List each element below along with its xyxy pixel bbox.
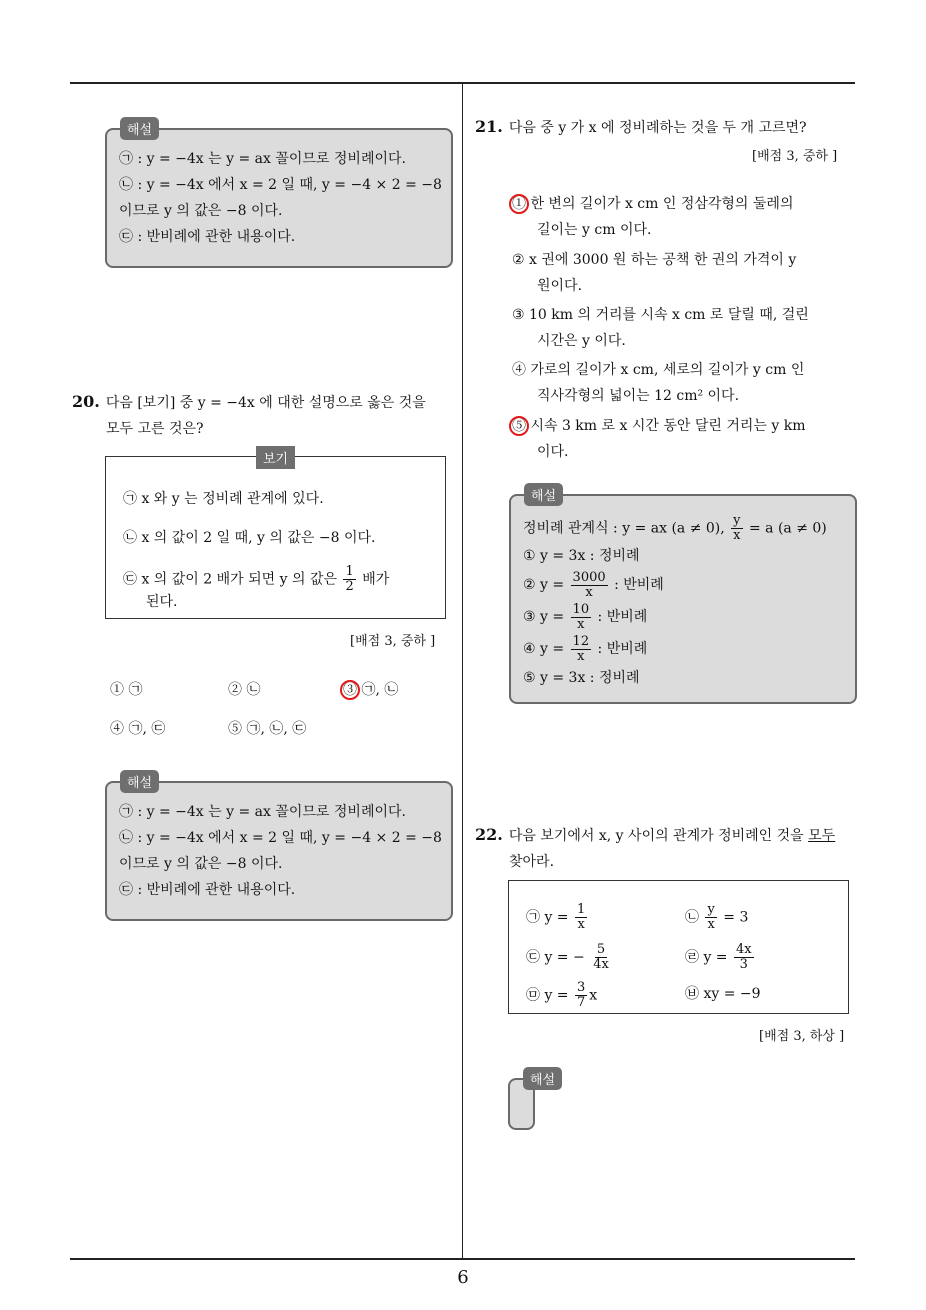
explanation-text: = a (a ≠ 0) (748, 520, 827, 537)
explanation-text: ④ y = (523, 641, 565, 657)
fraction (575, 981, 587, 1010)
page-number: 6 (457, 1267, 469, 1288)
question-number: 22. (475, 825, 503, 844)
fraction-numerator: 4x (736, 942, 752, 957)
option-text: ⑤ 시속 3 km 로 x 시간 동안 달린 거리는 y km (512, 418, 806, 434)
fraction-denominator: 7 (577, 995, 586, 1010)
fraction-numerator: 5 (596, 942, 606, 957)
fraction (571, 635, 592, 664)
fraction-numerator: 1 (577, 902, 586, 917)
fraction-denominator: 3 (739, 957, 748, 972)
top-explanation-line: 이므로 y 의 값은 −8 이다. (119, 203, 283, 219)
fraction-denominator: x (577, 917, 585, 932)
fraction (731, 514, 742, 543)
bogi-item: ㉥ xy = −9 (685, 986, 761, 1002)
bogi-item: ㉠ x 와 y 는 정비례 관계에 있다. (123, 491, 324, 507)
question-text-cont: 모두 고른 것은? (106, 421, 204, 437)
option-text: ③ 10 km 의 거리를 시속 x cm 로 달릴 때, 걸린 (512, 307, 809, 323)
bogi-item-text: 배가 (362, 571, 390, 588)
explanation-label: 해설 (523, 1067, 562, 1090)
bogi-item-text: ㉣ y = (685, 949, 728, 966)
question-20 (72, 389, 462, 442)
option-text-cont: 이다. (537, 444, 569, 460)
answer-option-1[interactable] (512, 191, 793, 243)
explanation-box (105, 781, 453, 921)
fraction-numerator: 3 (577, 980, 586, 995)
answer-mark-circle (340, 680, 360, 700)
fraction-numerator: 12 (572, 633, 590, 649)
bogi-item (685, 943, 756, 972)
fraction-denominator: x (577, 648, 585, 664)
option-text-cont: 시간은 y 이다. (537, 333, 626, 349)
explanation-line: 이므로 y 의 값은 −8 이다. (119, 856, 283, 872)
bogi-item (526, 943, 613, 972)
fraction-denominator: 2 (345, 579, 354, 594)
explanation-label: 해설 (120, 117, 159, 140)
fraction (343, 565, 355, 594)
bogi-box (105, 456, 446, 619)
option-text-cont: 길이는 y cm 이다. (537, 222, 652, 238)
fraction-numerator: 1 (345, 564, 354, 579)
explanation-text: : 반비례 (597, 641, 648, 657)
bogi-box (508, 880, 849, 1014)
bogi-item-text: ㉤ y = (526, 987, 569, 1004)
option-text-cont: 직사각형의 넓이는 12 cm² 이다. (537, 388, 740, 404)
fraction (571, 571, 608, 600)
explanation-label: 해설 (524, 483, 563, 506)
explanation-line: ⑤ y = 3x : 정비례 (523, 670, 640, 686)
fraction-denominator: x (585, 584, 593, 600)
score-label: [배점 3, 중하 ] (752, 149, 838, 164)
fraction (571, 603, 592, 632)
option-text-cont: 원이다. (537, 278, 583, 294)
explanation-line: ㉢ : 반비례에 관한 내용이다. (119, 882, 296, 898)
explanation-line: ㉡ : y = −4x 에서 x = 2 일 때, y = −4 × 2 = −8 (119, 830, 442, 846)
option-text: ① 한 변의 길이가 x cm 인 정삼각형의 둘레의 (512, 196, 794, 212)
answer-option-4[interactable]: ④ ㉠, ㉢ (110, 721, 166, 737)
explanation-text: ② y = (523, 577, 565, 593)
answer-mark-circle (509, 416, 529, 436)
question-text-underlined: 모두 (808, 828, 836, 844)
answer-option-5[interactable] (512, 413, 805, 465)
fraction-numerator: 10 (572, 601, 590, 617)
explanation-line (523, 601, 827, 633)
bogi-item-text: ㉡ (685, 909, 699, 926)
bogi-item-text: ㉢ y = − (526, 949, 585, 966)
explanation-line: ㉠ : y = −4x 는 y = ax 꼴이므로 정비례이다. (119, 804, 406, 820)
answer-option-3[interactable]: ③ ㉠, ㉡ (343, 682, 399, 698)
answer-option-1[interactable]: ① ㉠ (110, 682, 143, 698)
explanation-box (509, 494, 857, 704)
question-22 (475, 822, 865, 875)
answer-option-5[interactable]: ⑤ ㉠, ㉡, ㉢ (228, 721, 307, 737)
question-21 (475, 114, 807, 141)
explanation-text: ③ y = (523, 609, 565, 625)
explanation-line (523, 569, 827, 601)
bogi-item-text: ㉠ y = (526, 909, 569, 926)
fraction-denominator: x (707, 917, 715, 932)
top-explanation-line: ㉠ : y = −4x 는 y = ax 꼴이므로 정비례이다. (119, 151, 406, 167)
answer-option-4[interactable] (512, 357, 804, 409)
column-divider (462, 84, 463, 1259)
question-text: 다음 보기에서 x, y 사이의 관계가 정비례인 것을 (508, 828, 809, 844)
bogi-label: 보기 (256, 446, 295, 469)
top-explanation-line: ㉡ : y = −4x 에서 x = 2 일 때, y = −4 × 2 = −8 (119, 177, 442, 193)
fraction-denominator: x (733, 528, 741, 543)
fraction-denominator: x (577, 616, 585, 632)
option-text: ② x 권에 3000 원 하는 공책 한 권의 가격이 y (512, 252, 797, 268)
answer-option-2[interactable] (512, 247, 796, 299)
fraction-numerator: y (707, 902, 715, 917)
fraction-numerator: 3000 (572, 569, 606, 585)
bogi-item (526, 981, 597, 1010)
option-text: ④ 가로의 길이가 x cm, 세로의 길이가 y cm 인 (512, 362, 805, 378)
score-label: [배점 3, 중하 ] (350, 634, 436, 649)
bogi-item (526, 903, 589, 932)
top-explanation-line: ㉢ : 반비례에 관한 내용이다. (119, 229, 296, 245)
question-text: 다음 중 y 가 x 에 정비례하는 것을 두 개 고르면? (508, 120, 807, 136)
question-number: 20. (72, 392, 100, 411)
fraction (734, 943, 754, 972)
bogi-item-text: x (589, 987, 598, 1004)
bottom-rule (70, 1258, 855, 1260)
fraction-numerator: y (733, 513, 741, 528)
fraction-denominator: 4x (593, 957, 609, 972)
explanation-line (523, 514, 827, 543)
explanation-text: : 반비례 (597, 609, 648, 625)
fraction (575, 903, 587, 932)
question-number: 21. (475, 117, 503, 136)
bogi-item-text: ㉢ x 의 값이 2 배가 되면 y 의 값은 (123, 571, 338, 588)
score-label: [배점 3, 하상 ] (759, 1029, 845, 1044)
answer-option-2[interactable]: ② ㉡ (228, 682, 261, 698)
bogi-item: ㉡ x 의 값이 2 일 때, y 의 값은 −8 이다. (123, 530, 376, 546)
explanation-line (523, 633, 827, 665)
fraction (705, 903, 716, 932)
explanation-text: 정비례 관계식 : y = ax (a ≠ 0), (523, 520, 725, 537)
answer-mark-circle (509, 194, 529, 214)
answer-option-3[interactable] (512, 302, 809, 354)
bogi-item (685, 903, 748, 932)
question-text: 다음 [보기] 중 y = −4x 에 대한 설명으로 옳은 것을 (105, 395, 426, 411)
fraction (591, 943, 611, 972)
explanation-label: 해설 (120, 770, 159, 793)
bogi-item-text: = 3 (723, 909, 749, 926)
question-text-cont: 찾아라. (509, 854, 555, 870)
bogi-item-cont: 된다. (146, 594, 178, 610)
top-explanation-box (105, 128, 453, 268)
explanation-line: ① y = 3x : 정비례 (523, 548, 640, 564)
explanation-text: : 반비례 (614, 577, 664, 593)
